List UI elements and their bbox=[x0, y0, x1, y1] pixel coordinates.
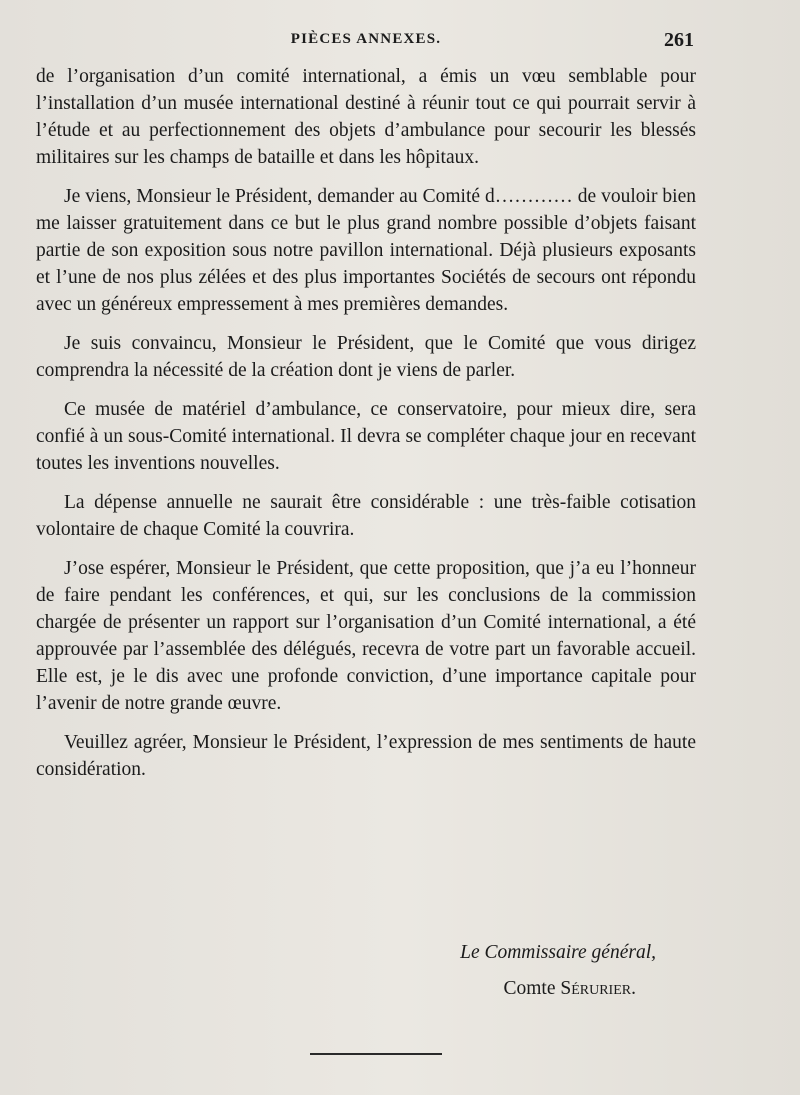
page-header bbox=[36, 31, 696, 55]
paragraph-conviction: Je suis convaincu, Monsieur le Président, que le Comité que vous dirigez comprendra la nécessité de la création dont je viens de parler. bbox=[36, 333, 696, 381]
page-number: 261 bbox=[664, 29, 694, 51]
paragraph-continuation: de l’organisation d’un comité international, a émis un vœu semblable pour l’installation d’un musée international destiné à réunir tout ce qui pourrait servir à l’étude et au perfectionnement des objets d’ambulance pour secourir les blessés militaires sur les champs de bataille et dans les hôpitaux. bbox=[36, 66, 696, 168]
signature-name bbox=[36, 978, 696, 1000]
body-text bbox=[36, 63, 696, 783]
signature-surname: Sérurier. bbox=[560, 978, 636, 999]
paragraph-hope: J’ose espérer, Monsieur le Président, que cette proposition, que j’a eu l’honneur de faire pendant les conférences, et qui, sur les conclusions de la commission chargée de présenter un rapport sur l’organisation d’un Comité international, a été approuvée par l’assemblée des délégués, recevra de votre part un favorable accueil. Elle est, je le dis avec une profonde conviction, d’une importance capitale pour l’avenir de notre grande œuvre. bbox=[36, 558, 696, 714]
signature-title: Le Commissaire général, bbox=[460, 942, 656, 963]
running-head: PIÈCES ANNEXES. bbox=[290, 31, 442, 47]
end-rule bbox=[310, 1053, 442, 1055]
paragraph-request: Je viens, Monsieur le Président, demander au Comité d………… de vouloir bien me laisser gratuitement dans ce but le plus grand nombre possible d’objets faisant partie de son exposition sous notre pavillon international. Déjà plusieurs exposants et l’une de nos plus zélées et des plus importantes Sociétés de secours ont répondu avec un généreux empressement à mes premières demandes. bbox=[36, 186, 696, 315]
paragraph-museum: Ce musée de matériel d’ambulance, ce conservatoire, pour mieux dire, sera confié à un sous-Comité international. Il devra se compléter chaque jour en recevant toutes les inventions nouvelles. bbox=[36, 399, 696, 474]
paragraph-closing: Veuillez agréer, Monsieur le Président, l’expression de mes sentiments de haute considération. bbox=[36, 732, 696, 780]
paragraph-expense: La dépense annuelle ne saurait être considérable : une très-faible cotisation volontaire de chaque Comité la couvrira. bbox=[36, 492, 696, 540]
signature-prefix: Comte bbox=[503, 978, 556, 999]
